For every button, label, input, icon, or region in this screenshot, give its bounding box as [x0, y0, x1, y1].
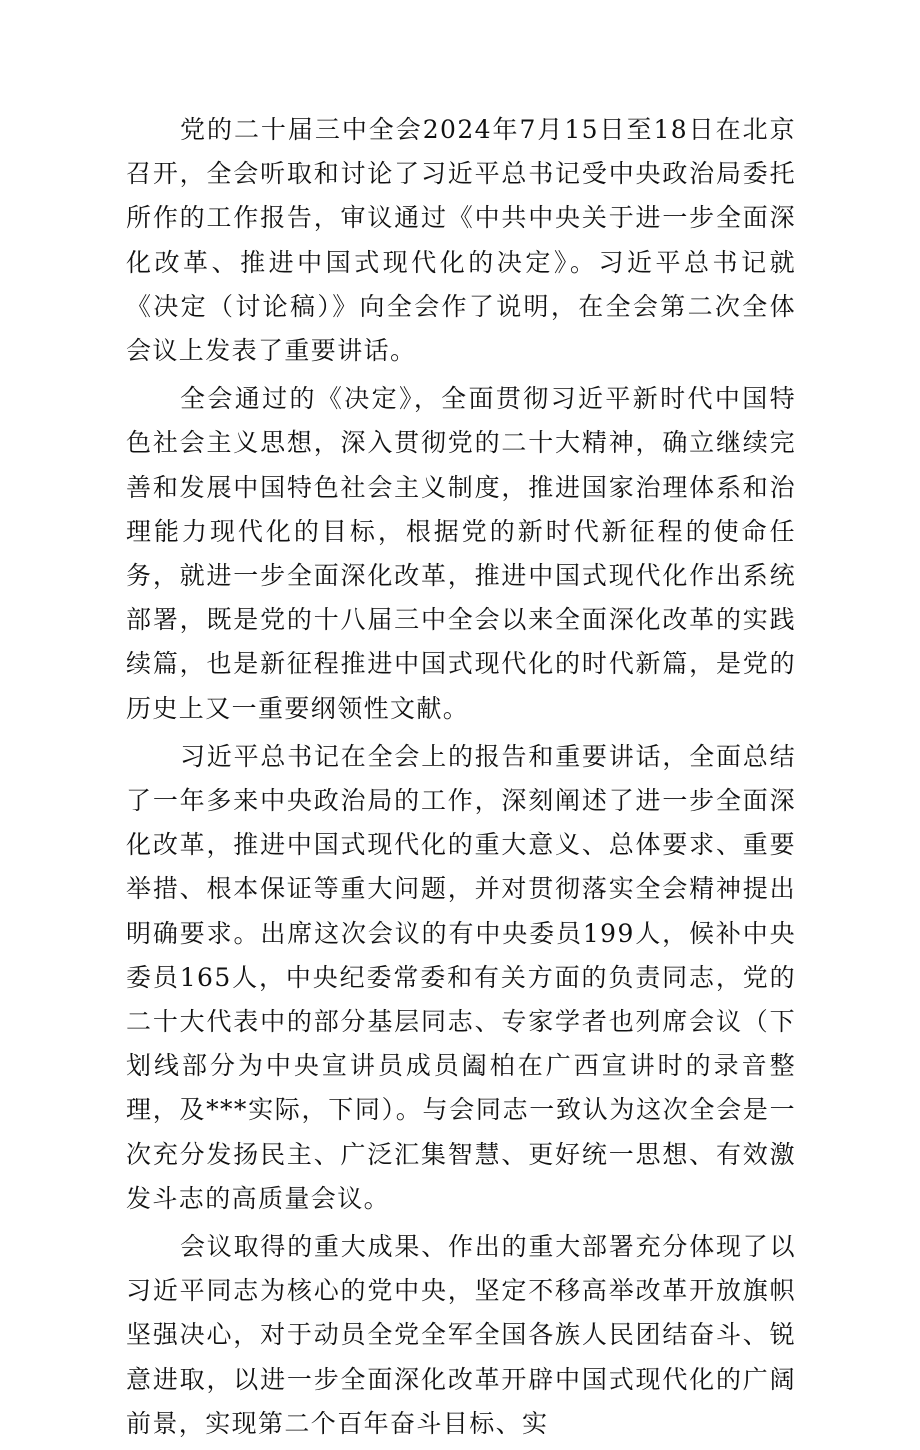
paragraph-3: 习近平总书记在全会上的报告和重要讲话，全面总结了一年多来中央政治局的工作，深刻阐述了进一步全面深化改革，推进中国式现代化的重大意义、总体要求、重要举措、根本保证等重大问题，并对贯彻落实全会精神提出明确要求。出席这次会议的有中央委员199人，候补中央委员165人，中央纪委常委和有关方面的负责同志，党的二十大代表中的部分基层同志、专家学者也列席会议（下划线部分为中央宣讲员成员阖柏在广西宣讲时的录音整理，及***实际，下同）。与会同志一致认为这次全会是一次充分发扬民主、广泛汇集智慧、更好统一思想、有效激发斗志的高质量会议。: [126, 741, 796, 1213]
paragraph-2: 全会通过的《决定》，全面贯彻习近平新时代中国特色社会主义思想，深入贯彻党的二十大精神，确立继续完善和发展中国特色社会主义制度，推进国家治理体系和治理能力现代化的目标，根据党的新时代新征程的使命任务，就进一步全面深化改革，推进中国式现代化作出系统部署，既是党的十八届三中全会以来全面深化改革的实践续篇，也是新征程推进中国式现代化的时代新篇，是党的历史上又一重要纲领性文献。: [126, 384, 796, 723]
paragraph-1: 党的二十届三中全会2024年7月15日至18日在北京召开，全会听取和讨论了习近平总书记受中央政治局委托所作的工作报告，审议通过《中共中央关于进一步全面深化改革、推进中国式现代化的决定》。习近平总书记就《决定（讨论稿）》向全会作了说明，在全会第二次全体会议上发表了重要讲话。: [126, 115, 796, 366]
paragraph-4: 会议取得的重大成果、作出的重大部署充分体现了以习近平同志为核心的党中央，坚定不移高举改革开放旗帜坚强决心，对于动员全党全军全国各族人民团结奋斗、锐意进取，以进一步全面深化改革开辟中国式现代化的广阔前景，实现第二个百年奋斗目标、实: [126, 1232, 796, 1438]
document-page: [126, 108, 796, 1450]
